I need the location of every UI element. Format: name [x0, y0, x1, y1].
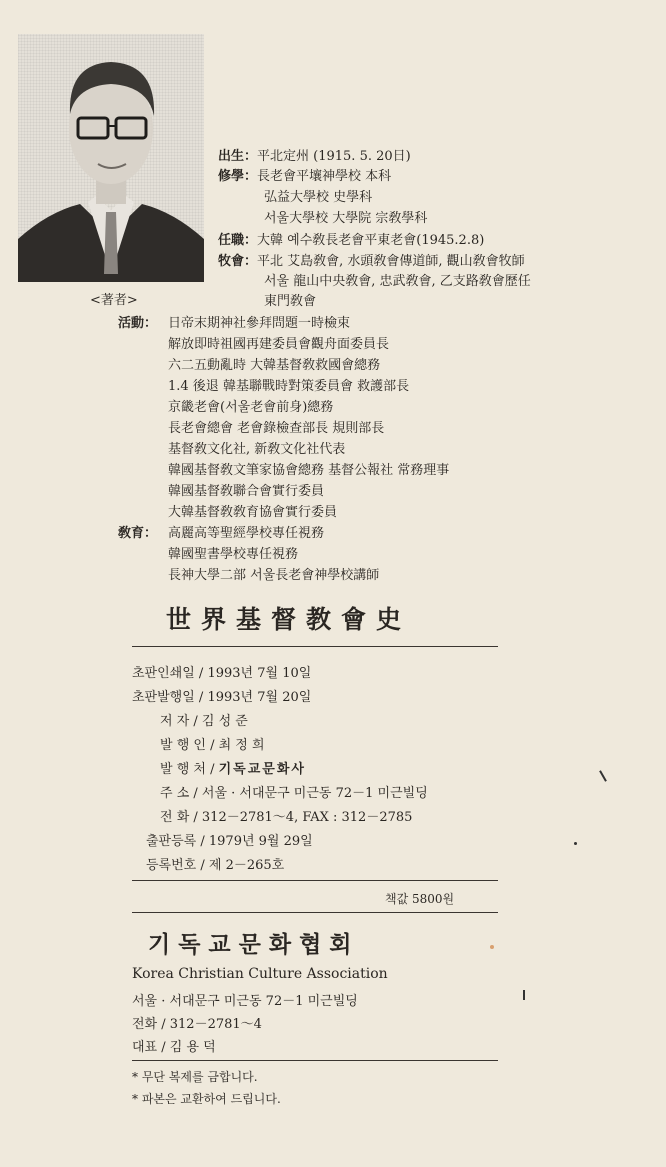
activity-item: 六二五動亂時 大韓基督敎救國會總務: [168, 358, 381, 373]
colophon-row: 등록번호 / 제 2－265호: [146, 858, 285, 873]
activity-item: 京畿老會(서울老會前身)總務: [168, 400, 334, 415]
author-photo: [18, 34, 204, 282]
publisher-representative: 대표 / 김 용 덕: [132, 1040, 216, 1055]
bio-text: 東門敎會: [264, 294, 317, 309]
activity-item: 1.4 後退 韓基聯戰時對策委員會 救護部長: [168, 379, 410, 394]
colophon-row: 발 행 처 / 기독교문화사: [160, 762, 306, 777]
colophon-row: 주 소 / 서울 · 서대문구 미근동 72－1 미근빌딩: [160, 786, 428, 801]
bio-label: 出生：: [218, 149, 258, 164]
activity-item: 韓國基督敎聯合會實行委員: [168, 484, 325, 499]
bio-text: 平北 艾島敎會, 水頭敎會傳道師, 觀山敎會牧師: [257, 254, 525, 269]
bio-label: 修學：: [218, 169, 258, 184]
photo-caption: <著者>: [90, 293, 138, 308]
education-item: 韓國聖書學校專任視務: [168, 547, 299, 562]
bio-text: 大韓 예수敎長老會平東老會(1945.2.8): [257, 233, 485, 248]
colophon-row: 초판인쇄일 / 1993년 7월 10일: [132, 666, 312, 681]
education-label: 敎育：: [118, 526, 158, 541]
bio-text: 弘益大學校 史學科: [264, 190, 373, 205]
book-price: 책값 5800원: [385, 892, 455, 906]
colophon-row: 발 행 인 / 최 정 희: [160, 738, 265, 753]
activity-item: 解放即時祖國再建委員會觀舟面委員長: [168, 337, 390, 352]
print-mark: [490, 945, 494, 949]
print-mark: [523, 990, 525, 1000]
author-portrait: [18, 34, 204, 282]
print-mark: [599, 770, 607, 781]
activity-item: 日帝末期神社參拜問題一時檢束: [168, 316, 351, 331]
education-item: 長神大學二部 서울長老會神學校講師: [168, 568, 380, 583]
activity-item: 大韓基督敎敎育協會實行委員: [168, 505, 338, 520]
print-mark: [574, 842, 577, 845]
colophon-row: 초판발행일 / 1993년 7월 20일: [132, 690, 312, 705]
colophon-row: 출판등록 / 1979년 9월 29일: [146, 834, 313, 849]
bio-label: 牧會：: [218, 254, 258, 269]
publisher-name-en: Korea Christian Culture Association: [132, 966, 388, 982]
notice-item: * 파본은 교환하여 드립니다.: [132, 1092, 281, 1106]
publisher-rule: [132, 1060, 498, 1061]
colophon-row: 저 자 / 김 성 준: [160, 714, 248, 729]
education-item: 高麗高等聖經學校專任視務: [168, 526, 325, 541]
publisher-phone: 전화 / 312－2781～4: [132, 1017, 262, 1032]
bio-ministry: [218, 252, 525, 272]
notice-item: * 무단 복제를 금합니다.: [132, 1070, 258, 1084]
activity-item: 韓國基督敎文筆家協會總務 基督公報社 常務理事: [168, 463, 450, 478]
colophon-row: 전 화 / 312－2781～4, FAX : 312－2785: [160, 810, 413, 825]
activity-item: 基督敎文化社, 新敎文化社代表: [168, 442, 346, 457]
title-rule: [132, 646, 498, 647]
bio-text: 長老會平壤神學校 本科: [257, 169, 392, 184]
activity-item: 長老會總會 老會錄檢查部長 規則部長: [168, 421, 385, 436]
bio-label: 任職：: [218, 233, 258, 248]
colophon-rule-top: [132, 880, 498, 881]
bio-birth: [218, 147, 411, 167]
bio-text: 서울 龍山中央敎會, 忠武敎會, 乙支路敎會歷任: [264, 274, 531, 289]
bio-position: [218, 231, 484, 251]
bio-text: 平北定州 (1915. 5. 20日): [257, 149, 411, 164]
book-title: 世界基督教會史: [166, 605, 412, 634]
colophon-rule-bottom: [132, 912, 498, 913]
bio-text: 서울大學校 大學院 宗敎學科: [264, 211, 428, 226]
publisher-address: 서울 · 서대문구 미근동 72－1 미근빌딩: [132, 994, 358, 1009]
bio-education: [218, 167, 391, 187]
publisher-name: 기독교문화협회: [148, 932, 360, 958]
activities-label: 活動：: [118, 316, 158, 331]
